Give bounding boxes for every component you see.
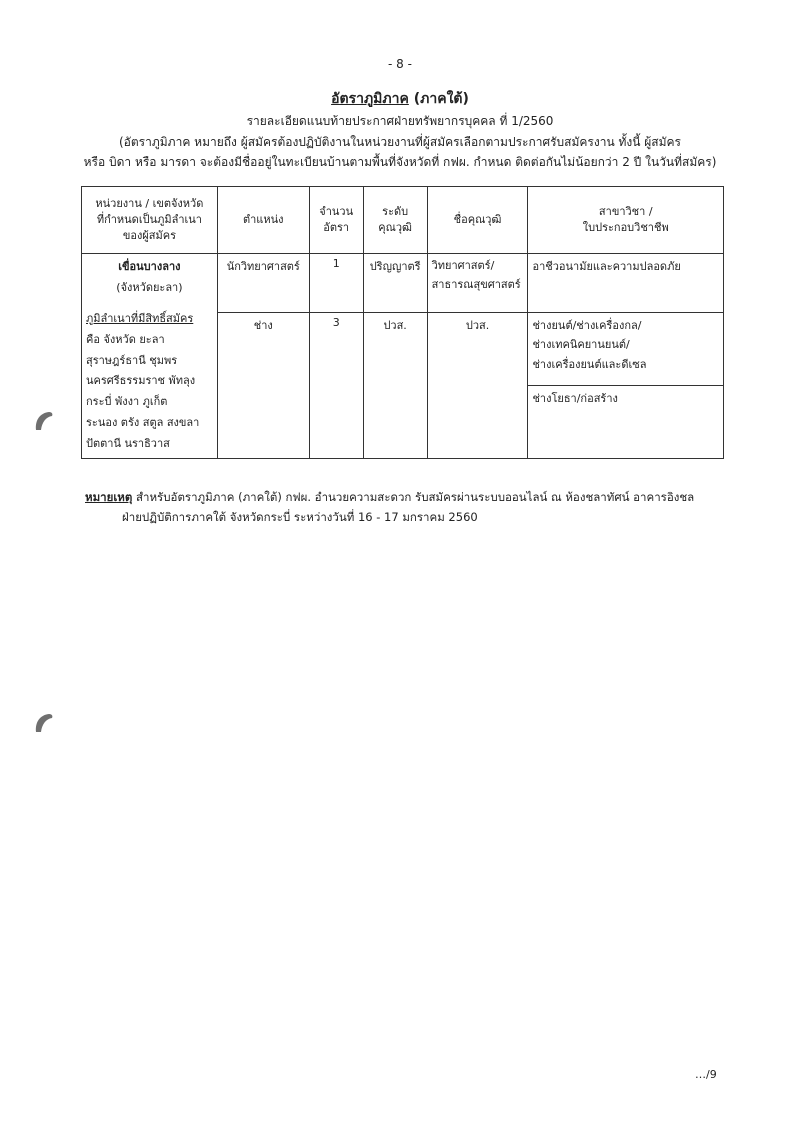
note-label: หมายเหตุ — [85, 490, 133, 504]
field-cell — [528, 313, 724, 386]
count-cell: 1 — [309, 254, 363, 313]
title-main: อัตราภูมิภาค — [331, 91, 409, 107]
header-count-line: อัตรา — [323, 221, 350, 234]
header-position: ตำแหน่ง — [217, 187, 309, 254]
domicile-line: ระนอง ตรัง สตูล สงขลา — [86, 416, 200, 430]
note — [85, 487, 745, 527]
domicile-line: นครศรีธรรมราช พัทลุง — [86, 374, 196, 388]
domicile-line: สุราษฎร์ธานี ชุมพร — [86, 353, 178, 367]
page-number: - 8 - — [388, 57, 412, 71]
note-line-2: ฝ่ายปฏิบัติการภาคใต้ จังหวัดกระบี่ ระหว่างวันที่ 16 - 17 มกราคม 2560 — [122, 510, 478, 525]
header-unit-line: ของผู้สมัคร — [122, 228, 176, 242]
header-unit-line: ที่กำหนดเป็นภูมิลำเนา — [96, 213, 202, 227]
level-cell: ปวส. — [363, 313, 427, 459]
subtitle-definition-2: หรือ บิดา หรือ มารดา จะต้องมีชื่ออยู่ในทะเบียนบ้านตามพื้นที่จังหวัดที่ กฟผ. กำหนด ติดต่อกันไม่น้อยกว่า 2 ปี ในวันที่สมัคร) — [83, 155, 717, 169]
degree-cell: ปวส. — [427, 313, 528, 459]
field-cell: ช่างโยธา/ก่อสร้าง — [528, 386, 724, 459]
punch-hole-icon — [34, 712, 54, 734]
field-line: ช่างยนต์/ช่างเครื่องกล/ — [532, 319, 642, 332]
subtitle-reference: รายละเอียดแนบท้ายประกาศฝ่ายทรัพยากรบุคคล ที่ 1/2560 — [246, 114, 554, 128]
field-cell: อาชีวอนามัยและความปลอดภัย — [528, 254, 724, 313]
header-unit-line: หน่วยงาน / เขตจังหวัด — [95, 197, 204, 211]
positions-table — [81, 186, 724, 459]
header-field — [528, 187, 724, 254]
degree-cell — [427, 254, 528, 313]
unit-cell — [82, 254, 218, 459]
table-row — [82, 254, 724, 313]
unit-name: เขื่อนบางลาง — [118, 260, 181, 273]
header-unit — [82, 187, 218, 254]
header-degree: ชื่อคุณวุฒิ — [427, 187, 528, 254]
degree-line: วิทยาศาสตร์/ — [431, 259, 495, 272]
degree-line: สาธารณสุขศาสตร์ — [431, 277, 521, 291]
domicile-label: ภูมิลำเนาที่มีสิทธิ์สมัคร — [86, 311, 194, 325]
header-count — [309, 187, 363, 254]
page-title — [0, 88, 800, 110]
next-page-marker: …/9 — [695, 1068, 717, 1081]
header-field-line: ใบประกอบวิชาชีพ — [582, 221, 669, 234]
position-cell: ช่าง — [217, 313, 309, 459]
field-line: ช่างเทคนิคยานยนต์/ — [532, 338, 630, 352]
domicile-line: คือ จังหวัด ยะลา — [86, 332, 165, 346]
punch-hole-icon — [34, 410, 54, 432]
header-count-line: จำนวน — [319, 205, 354, 219]
table-header-row — [82, 187, 724, 254]
position-cell: นักวิทยาศาสตร์ — [217, 254, 309, 313]
header-level-line: คุณวุฒิ — [378, 221, 412, 234]
note-line-1: สำหรับอัตราภูมิภาค (ภาคใต้) กฟผ. อำนวยความสะดวก รับสมัครผ่านระบบออนไลน์ ณ ห้องชลาทัศน์ อาคารอิงชล — [132, 490, 695, 504]
header-field-line: สาขาวิชา / — [598, 205, 653, 219]
count-cell: 3 — [309, 313, 363, 459]
field-line: ช่างเครื่องยนต์และดีเซล — [532, 357, 647, 371]
title-paren: (ภาคใต้) — [413, 91, 469, 107]
unit-province: (จังหวัดยะลา) — [116, 280, 183, 294]
header-level — [363, 187, 427, 254]
domicile-line: กระบี่ พังงา ภูเก็ต — [86, 395, 168, 409]
subtitle-definition-1: (อัตราภูมิภาค หมายถึง ผู้สมัครต้องปฏิบัติงานในหน่วยงานที่ผู้สมัครเลือกตามประกาศรับสมัครงาน ทั้งนี้ ผู้สมัคร — [119, 135, 681, 149]
header-level-line: ระดับ — [382, 205, 409, 219]
domicile-line: ปัตตานี นราธิวาส — [86, 437, 170, 451]
level-cell: ปริญญาตรี — [363, 254, 427, 313]
